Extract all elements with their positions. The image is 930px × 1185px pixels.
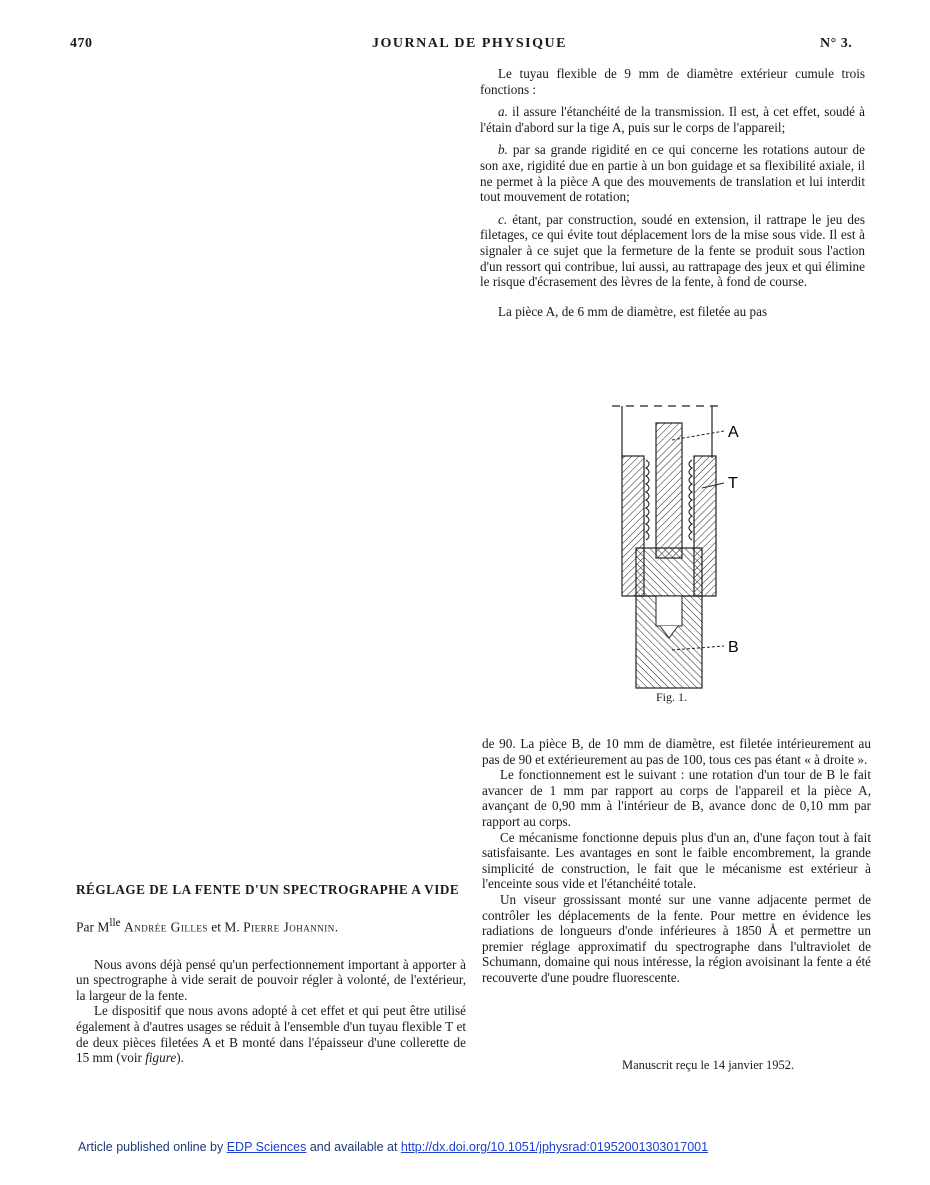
journal-title: JOURNAL DE PHYSIQUE <box>372 36 567 51</box>
footer-middle: and available at <box>306 1140 401 1154</box>
paragraph-text: Le dispositif que nous avons adopté à cet effet et qui peut être utilisé également à d'autres usages se réduit à l'ensemble d'un tuyau flexible T et de deux pièces filetées A et B monté dans l'épaisseur d'une collerette de 15 mm (voir <box>76 1003 466 1066</box>
paragraph: Un viseur grossissant monté sur une vanne adjacente permet de contrôler les déplacements de la fente. Pour mettre en évidence les radiations de longueurs d'onde inférieures à 1850 Å et permettre un premier réglage approximatif du spectrographe dans l'ultraviolet de Schumann, domaine qui nous intéresse, la région avoisinant la fente a été recouverte d'une poudre fluorescente. <box>482 891 871 985</box>
figure-caption: Fig. 1. <box>656 690 688 704</box>
article-body <box>76 957 466 1066</box>
paragraph-text: étant, par construction, soudé en extension, il rattrape le jeu des filetages, ce qui évite tout déplacement lors de la mise sous vide. Il est à signaler à ce sujet que la fermeture de la fente se produit sous l'action d'un ressort qui contribue, lui aussi, au rattrapage des jeux et qui élimine le risque d'écrasement des lèvres de la fente, à fond de course. <box>480 211 865 290</box>
article-title: RÉGLAGE DE LA FENTE D'UN SPECTROGRAPHE A VIDE <box>76 882 460 897</box>
paragraph-a <box>480 104 865 135</box>
right-column-bottom <box>482 736 871 986</box>
mechanism-figure <box>612 398 782 708</box>
paragraph: Le tuyau flexible de 9 mm de diamètre extérieur cumule trois fonctions : <box>480 66 865 97</box>
doi-link[interactable]: http://dx.doi.org/10.1051/jphysrad:01952001303017001 <box>400 1140 709 1154</box>
footer-prefix: Article published online by <box>78 1140 227 1154</box>
authors-prefix: Par M <box>76 919 110 935</box>
received-date: Manuscrit reçu le 14 janvier 1952. <box>622 1058 795 1072</box>
paragraph <box>76 1003 466 1065</box>
paragraph: de 90. La pièce B, de 10 mm de diamètre, est filetée intérieurement au pas de 90 et extérieurement au pas de 100, tous ces pas étant « à droite ». <box>482 736 871 767</box>
item-label: b. <box>498 142 508 158</box>
figure-label-a: A <box>728 424 739 441</box>
figure-label-t: T <box>728 475 738 492</box>
paragraph-b <box>480 142 865 204</box>
paragraph: Le fonctionnement est le suivant : une rotation d'un tour de B le fait avancer de 1 mm par rapport au corps de l'appareil et la pièce A, avançant de 0,90 mm à l'intérieur de B, avance donc de 0,10 mm par rapport au corps. <box>482 767 871 829</box>
right-column-top <box>480 66 865 319</box>
authors <box>76 916 466 935</box>
figure-label-b: B <box>728 639 739 656</box>
figure-ref: figure <box>145 1050 177 1066</box>
page-number: 470 <box>70 36 93 51</box>
footer <box>78 1140 708 1154</box>
item-label: a. <box>498 104 508 120</box>
paragraph: La pièce A, de 6 mm de diamètre, est filetée au pas <box>498 303 768 319</box>
issue-number: N° 3. <box>820 36 853 51</box>
paragraph-text: ). <box>176 1050 184 1066</box>
paragraph-c <box>480 212 865 290</box>
paragraph-text: il assure l'étanchéité de la transmission. Il est, à cet effet, soudé à l'étain d'abord sur la tige A, puis sur le corps de l'appareil; <box>480 104 865 135</box>
paragraph-text: par sa grande rigidité en ce qui concerne les rotations autour de son axe, rigidité due en partie à un bon guidage et sa flexibilité axiale, il ne permet à la pièce A que des mouvements de translation et lui interdit tout mouvement de rotation; <box>480 142 865 205</box>
paragraph: Nous avons déjà pensé qu'un perfectionnement important à apporter à un spectrographe à vide serait de pouvoir régler à volonté, de l'extérieur, la largeur de la fente. <box>76 956 466 1003</box>
authors-mid: et M. <box>207 919 244 935</box>
author-2: Pierre Johannin. <box>243 919 339 935</box>
paragraph: Ce mécanisme fonctionne depuis plus d'un an, d'une façon tout à fait satisfaisante. Les avantages en sont le faible encombrement, la grande simplicité de construction, le fait que le mécanisme est extérieur à l'enceinte sous vide et l'étanchéité totale. <box>482 829 871 892</box>
author-1: Andrée Gilles <box>124 919 208 935</box>
item-label: c. <box>498 211 508 227</box>
authors-sup: lle <box>109 916 121 929</box>
publisher-link[interactable]: EDP Sciences <box>226 1140 307 1154</box>
left-column <box>76 882 466 1066</box>
